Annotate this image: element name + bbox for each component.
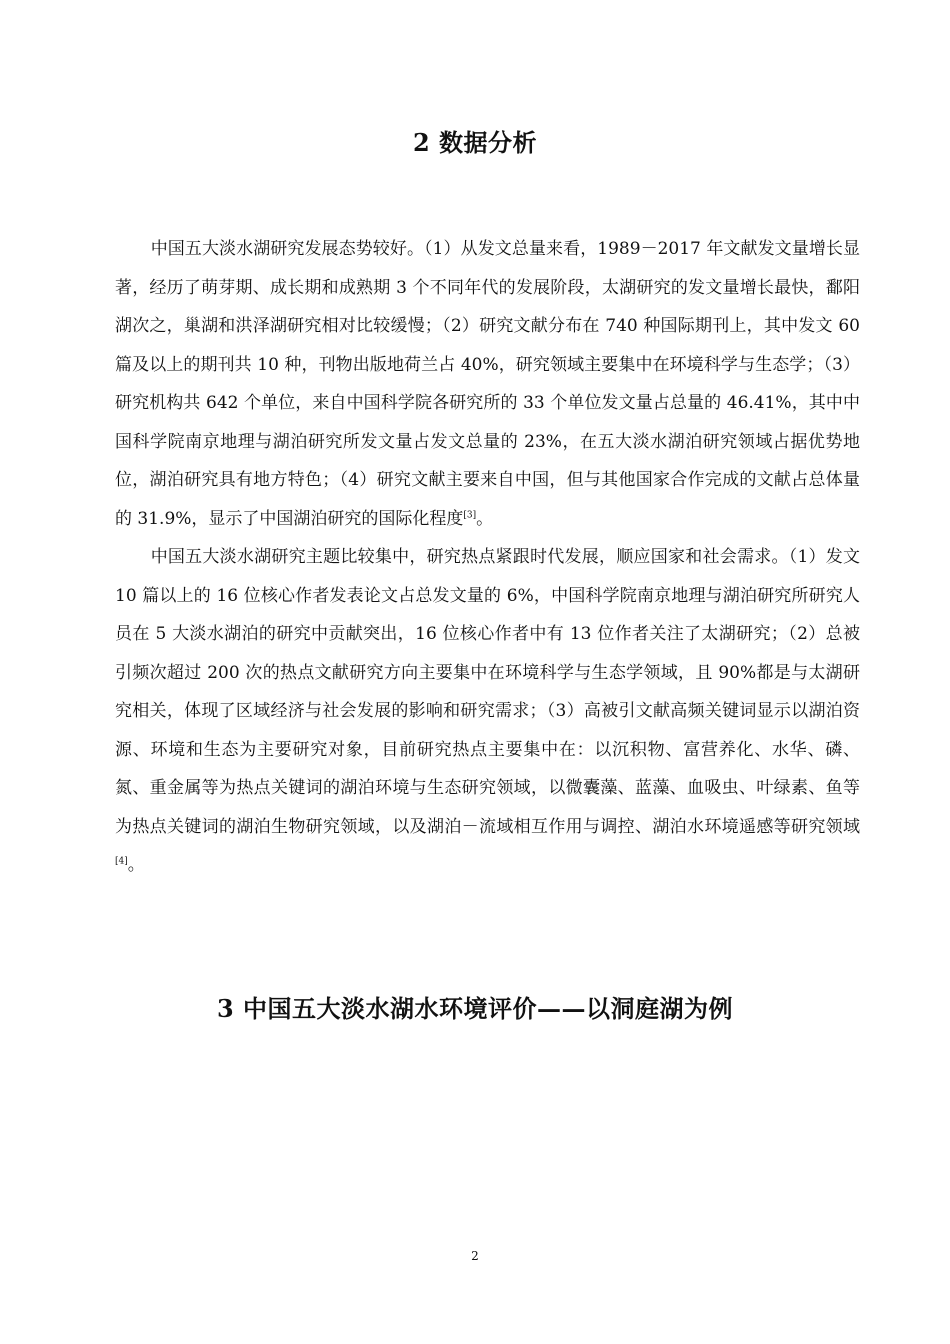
section-3-heading: 3 中国五大淡水湖水环境评价——以洞庭湖为例	[216, 994, 734, 1023]
paragraph-2	[115, 538, 860, 885]
section-2-body	[115, 230, 860, 885]
citation-3[interactable]: [3]	[463, 509, 477, 520]
paragraph-1-end: 。	[476, 508, 494, 529]
paragraph-2-text: 中国五大淡水湖研究主题比较集中，研究热点紧跟时代发展，顺应国家和社会需求。（1）发文 10 篇以上的 16 位核心作者发表论文占总发文量的 6%，中国科学院南京地理与湖泊研究所研究人员在 5 大淡水湖泊的研究中贡献突出，16 位核心作者中有 13 位作者关注了太湖研究；（2）总被引频次超过 200 次的热点文献研究方向主要集中在环境科学与生态学领域，且 90%都是与太湖研究相关，体现了区域经济与社会发展的影响和研究需求；（3）高被引文献高频关键词显示以湖泊资源、环境和生态为主要研究对象，目前研究热点主要集中在：以沉积物、富营养化、水华、磷、氮、重金属等为热点关键词的湖泊环境与生态研究领域，以微囊藻、蓝藻、血吸虫、叶绿素、鱼等为热点关键词的湖泊生物研究领域，以及湖泊－流域相互作用与调控、湖泊水环境遥感等研究领域	[115, 547, 860, 837]
citation-4[interactable]: [4]	[115, 856, 128, 867]
paragraph-1	[115, 230, 860, 538]
paragraph-2-end: 。	[127, 855, 145, 875]
section-2-heading: 2 数据分析	[412, 128, 538, 157]
page-number: 2	[471, 1249, 479, 1263]
paragraph-1-text: 中国五大淡水湖研究发展态势较好。（1）从发文总量来看，1989－2017 年文献发文量增长显著，经历了萌芽期、成长期和成熟期 3 个不同年代的发展阶段，太湖研究的发文量增长最快，鄱阳湖次之，巢湖和洪泽湖研究相对比较缓慢；（2）研究文献分布在 740 种国际期刊上，其中发文 60 篇及以上的期刊共 10 种，刊物出版地荷兰占 40%，研究领域主要集中在环境科学与生态学；（3）研究机构共 642 个单位，来自中国科学院各研究所的 33 个单位发文量占总量的 46.41%，其中中国科学院南京地理与湖泊研究所发文量占发文总量的 23%，在五大淡水湖泊研究领域占据优势地位，湖泊研究具有地方特色；（4）研究文献主要来自中国，但与其他国家合作完成的文献占总体量的 31.9%，显示了中国湖泊研究的国际化程度	[115, 239, 860, 529]
